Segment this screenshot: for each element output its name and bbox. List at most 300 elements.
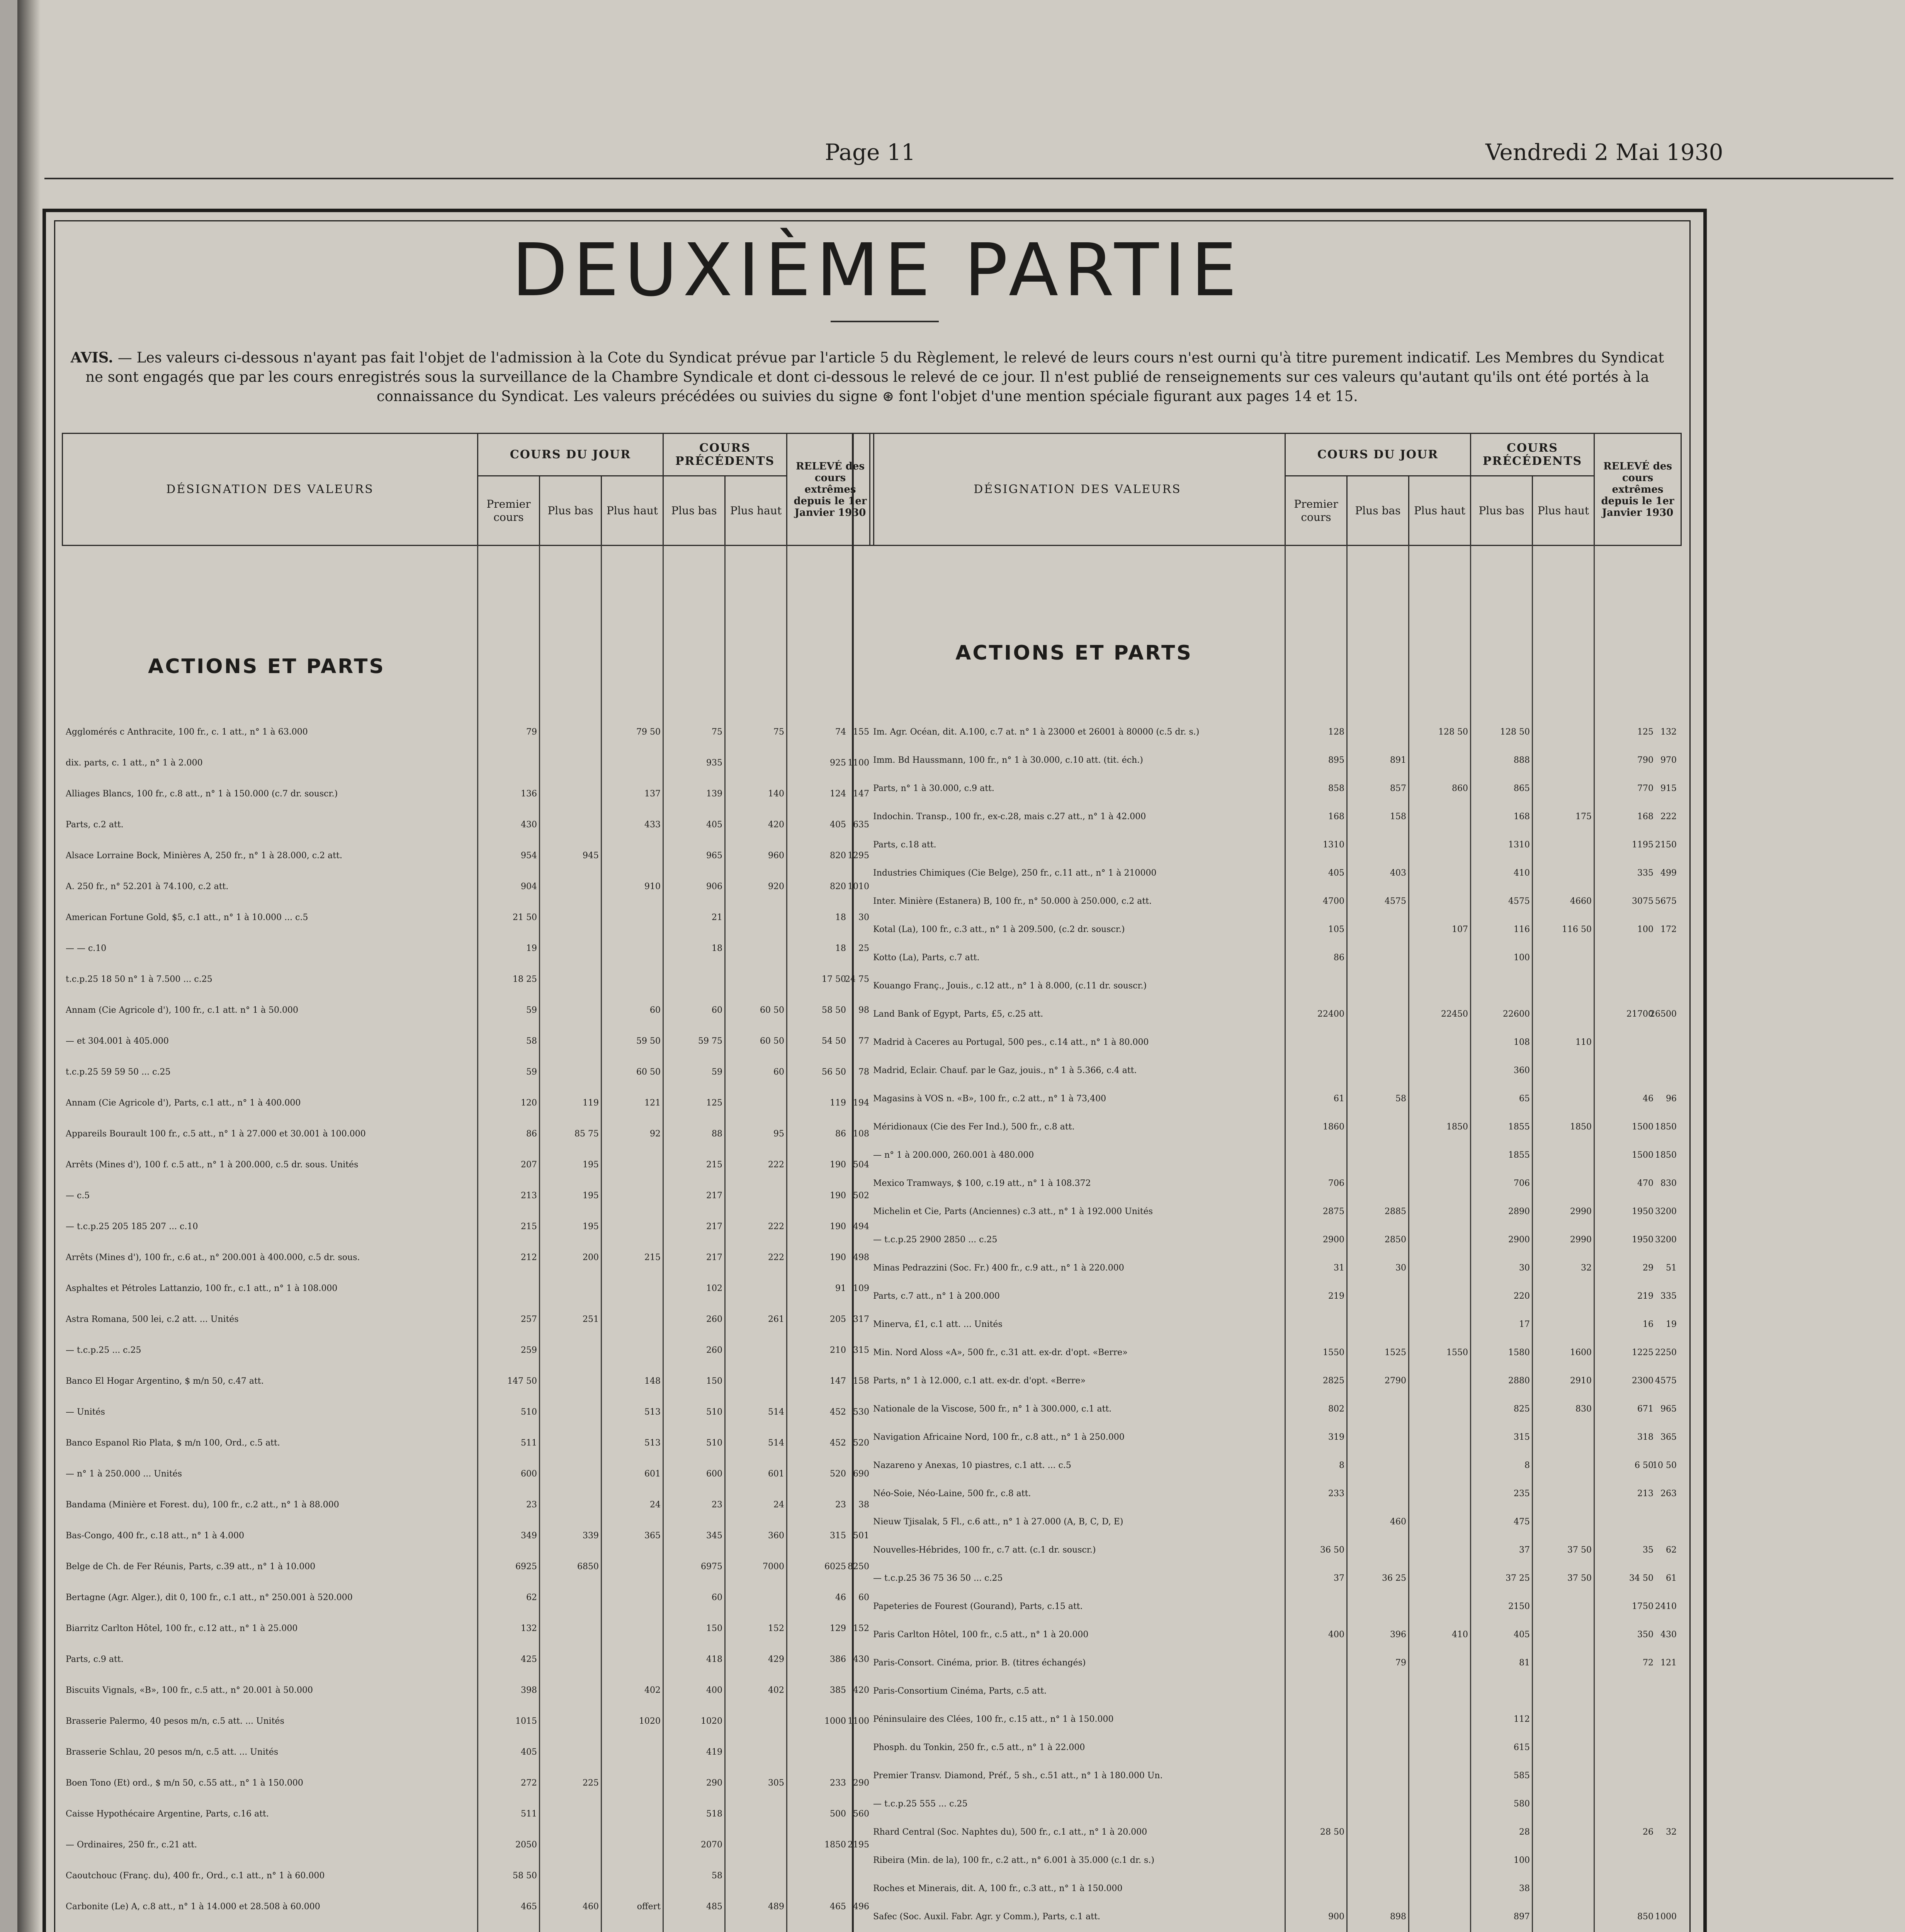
price-cell: 75: [773, 727, 784, 737]
price-cell: 403: [1390, 868, 1406, 878]
rows-right: [869, 726, 1681, 1932]
security-name: Premier Transv. Diamond, Préf., 5 sh., c.51 att., n° 1 à 180.000 Un.: [873, 1771, 1163, 1781]
table-row: [869, 1262, 1681, 1291]
price-cell: 820: [830, 882, 846, 891]
plus-haut-header: Plus haut: [1409, 476, 1471, 546]
price-cell: 60: [712, 1005, 722, 1015]
price-cell: 315: [830, 1531, 846, 1541]
price-cell: 1850: [1655, 1150, 1677, 1160]
price-cell: 419: [706, 1747, 722, 1757]
security-name: Néo-Soie, Néo-Laine, 500 fr., c.8 att.: [873, 1489, 1031, 1498]
table-row: [62, 1623, 873, 1654]
price-cell: 518: [706, 1809, 722, 1819]
section-title-left: ACTIONS ET PARTS: [148, 655, 385, 678]
price-cell: 222: [768, 1222, 784, 1231]
price-cell: 86: [1334, 953, 1344, 963]
price-cell: 345: [706, 1531, 722, 1541]
price-cell: 28: [1519, 1827, 1530, 1837]
security-name: Boen Tono (Et) ord., $ m/n 50, c.55 att., n° 1 à 150.000: [66, 1778, 303, 1788]
price-cell: 147 50: [507, 1376, 537, 1386]
plus-bas-header: Plus bas: [1347, 476, 1409, 546]
price-cell: 26500: [1650, 1009, 1677, 1019]
security-name: Nieuw Tjisalak, 5 Fl., c.6 att., n° 1 à 27.000 (A, B, C, D, E): [873, 1517, 1123, 1527]
price-cell: 410: [1452, 1630, 1468, 1639]
price-cell: 405: [1328, 868, 1344, 878]
table-row: [62, 1499, 873, 1530]
price-cell: 360: [768, 1531, 784, 1541]
price-cell: 217: [706, 1191, 722, 1201]
price-cell: 4575: [1655, 1376, 1677, 1386]
price-cell: 470: [1637, 1179, 1653, 1188]
price-cell: 233: [1328, 1489, 1344, 1498]
price-cell: 79: [526, 727, 537, 737]
table-row: [869, 1460, 1681, 1488]
price-cell: 132: [521, 1624, 537, 1633]
table-row: [62, 1345, 873, 1376]
price-cell: 28 50: [1320, 1827, 1344, 1837]
price-cell: 259: [521, 1345, 537, 1355]
price-cell: 59: [526, 1005, 537, 1015]
price-cell: 1855: [1508, 1150, 1530, 1160]
price-cell: 475: [1514, 1517, 1530, 1527]
table-header-left: [62, 433, 874, 546]
price-cell: 935: [706, 758, 722, 768]
security-name: — et 304.001 à 405.000: [66, 1036, 169, 1046]
price-cell: 1860: [1323, 1122, 1344, 1132]
security-name: — t.c.p.25 ... c.25: [66, 1345, 141, 1355]
price-cell: 2825: [1323, 1376, 1344, 1386]
section-title-right: ACTIONS ET PARTS: [955, 641, 1193, 665]
price-cell: 585: [1514, 1771, 1530, 1781]
prec-plus-bas-header: Plus bas: [663, 476, 725, 546]
price-cell: 790: [1637, 755, 1653, 765]
price-cell: 19: [1666, 1320, 1677, 1329]
table-row: [869, 1516, 1681, 1544]
price-cell: 2410: [1655, 1602, 1677, 1611]
security-name: Ribeira (Min. de la), 100 fr., c.2 att., n° 6.001 à 35.000 (c.1 dr. s.): [873, 1855, 1154, 1865]
price-cell: 147: [830, 1376, 846, 1386]
price-cell: 78: [858, 1067, 869, 1077]
price-cell: 32: [1581, 1263, 1592, 1273]
price-cell: 802: [1328, 1404, 1344, 1414]
security-name: Im. Agr. Océan, dit. A.100, c.7 at. n° 1 à 23000 et 26001 à 80000 (c.5 dr. s.): [873, 727, 1200, 737]
table-row: [62, 1561, 873, 1592]
price-cell: 318: [1637, 1432, 1653, 1442]
price-cell: 3200: [1655, 1207, 1677, 1216]
price-cell: 222: [768, 1253, 784, 1262]
price-cell: 168: [1514, 812, 1530, 821]
price-cell: 601: [644, 1469, 661, 1479]
price-cell: 510: [521, 1407, 537, 1417]
security-name: Alliages Blancs, 100 fr., c.8 att., n° 1 à 150.000 (c.7 dr. souscr.): [66, 789, 338, 799]
price-cell: 2300: [1632, 1376, 1653, 1386]
price-cell: 499: [1660, 868, 1677, 878]
price-cell: 1000: [1655, 1912, 1677, 1922]
price-cell: 858: [1328, 784, 1344, 793]
table-row: [62, 974, 873, 1005]
price-cell: 205: [830, 1315, 846, 1324]
price-cell: 1010: [848, 882, 869, 891]
price-cell: 132: [1660, 727, 1677, 737]
price-cell: 86: [526, 1129, 537, 1139]
price-cell: 465: [521, 1902, 537, 1912]
security-name: — n° 1 à 200.000, 260.001 à 480.000: [873, 1150, 1034, 1160]
price-cell: 485: [706, 1902, 722, 1912]
prec-plus-haut-header: Plus haut: [725, 476, 787, 546]
price-cell: 155: [853, 727, 869, 737]
price-cell: 219: [1637, 1291, 1653, 1301]
security-name: American Fortune Gold, $5, c.1 att., n° 1 à 10.000 ... c.5: [66, 913, 308, 922]
price-cell: 37: [1334, 1573, 1344, 1583]
security-name: Bandama (Minière et Forest. du), 100 fr., c.2 att., n° 1 à 88.000: [66, 1500, 339, 1510]
security-name: Parts, c.18 att.: [873, 840, 936, 850]
price-cell: 865: [1514, 784, 1530, 793]
price-cell: 465: [830, 1902, 846, 1912]
security-name: Nationale de la Viscose, 500 fr., n° 1 à 300.000, c.1 att.: [873, 1404, 1112, 1414]
price-cell: 1310: [1323, 840, 1344, 850]
table-row: [869, 783, 1681, 811]
price-cell: 22600: [1503, 1009, 1530, 1019]
table-row: [869, 896, 1681, 924]
price-cell: 119: [583, 1098, 599, 1108]
price-cell: 62: [526, 1593, 537, 1602]
price-cell: 530: [853, 1407, 869, 1417]
price-cell: 95: [773, 1129, 784, 1139]
designation-header: DÉSIGNATION DES VALEURS: [870, 434, 1285, 546]
price-cell: 706: [1514, 1179, 1530, 1188]
price-cell: 16: [1643, 1320, 1653, 1329]
price-cell: 147: [853, 789, 869, 799]
price-cell: 18: [712, 944, 722, 953]
security-name: Biarritz Carlton Hôtel, 100 fr., c.12 att., n° 1 à 25.000: [66, 1624, 298, 1633]
price-cell: 402: [644, 1685, 661, 1695]
price-cell: 502: [853, 1191, 869, 1201]
price-cell: 119: [830, 1098, 846, 1108]
price-cell: 350: [1637, 1630, 1653, 1639]
price-cell: 37 50: [1567, 1545, 1592, 1555]
price-cell: 405: [830, 820, 846, 830]
price-cell: 2990: [1570, 1235, 1592, 1245]
table-row: [869, 1601, 1681, 1629]
table-row: [869, 839, 1681, 867]
price-cell: 830: [1660, 1179, 1677, 1188]
price-cell: 8: [1339, 1461, 1344, 1470]
security-name: Papeteries de Fourest (Gourand), Parts, c.15 att.: [873, 1602, 1083, 1611]
security-name: Michelin et Cie, Parts (Anciennes) c.3 att., n° 1 à 192.000 Unités: [873, 1207, 1153, 1216]
price-cell: 1100: [848, 1716, 869, 1726]
price-cell: 501: [853, 1531, 869, 1541]
cours-precedents-header: COURS PRÉCÉDENTS: [663, 434, 787, 476]
rows-left: [62, 726, 873, 1932]
price-cell: 511: [521, 1809, 537, 1819]
price-cell: 30: [1519, 1263, 1530, 1273]
table-row: [62, 1870, 873, 1901]
price-cell: 38: [858, 1500, 869, 1510]
security-name: Parts, c.7 att., n° 1 à 200.000: [873, 1291, 1000, 1301]
security-name: Roches et Minerais, dit. A, 100 fr., c.3 att., n° 1 à 150.000: [873, 1884, 1123, 1893]
prec-plus-haut-header: Plus haut: [1533, 476, 1594, 546]
price-cell: 62: [1666, 1545, 1677, 1555]
price-cell: 175: [1575, 812, 1592, 821]
price-cell: 1850: [1655, 1122, 1677, 1132]
security-name: Annam (Cie Agricole d'), Parts, c.1 att., n° 1 à 400.000: [66, 1098, 301, 1108]
price-cell: 10 50: [1652, 1461, 1677, 1470]
price-cell: 510: [706, 1438, 722, 1448]
security-name: Péninsulaire des Clées, 100 fr., c.15 att., n° 1 à 150.000: [873, 1714, 1114, 1724]
price-cell: 1850: [1446, 1122, 1468, 1132]
price-cell: 429: [768, 1655, 784, 1664]
price-cell: 190: [830, 1222, 846, 1231]
price-cell: 2900: [1508, 1235, 1530, 1245]
table-row: [62, 1066, 873, 1097]
price-cell: 17 50: [822, 975, 846, 984]
price-cell: 32: [1666, 1827, 1677, 1837]
price-cell: 405: [521, 1747, 537, 1757]
price-cell: 2890: [1508, 1207, 1530, 1216]
table-row: [869, 1375, 1681, 1403]
price-cell: 219: [1328, 1291, 1344, 1301]
price-cell: 2790: [1385, 1376, 1406, 1386]
price-cell: 6 50: [1635, 1461, 1653, 1470]
price-cell: 46: [835, 1593, 846, 1602]
security-name: Paris Carlton Hôtel, 100 fr., c.5 att., n° 1 à 20.000: [873, 1630, 1089, 1639]
price-cell: 58 50: [513, 1871, 537, 1881]
security-name: Kouango Franç., Jouis., c.12 att., n° 1 à 8.000, (c.11 dr. souscr.): [873, 981, 1147, 991]
price-cell: 79: [1395, 1658, 1406, 1668]
price-cell: 1225: [1632, 1348, 1653, 1357]
price-cell: 6975: [701, 1562, 722, 1571]
price-cell: 190: [830, 1191, 846, 1201]
security-name: Brasserie Schlau, 20 pesos m/n, c.5 att. ... Unités: [66, 1747, 279, 1757]
security-name: Imm. Bd Haussmann, 100 fr., n° 1 à 30.000, c.10 att. (tit. éch.): [873, 755, 1143, 765]
price-cell: 430: [853, 1655, 869, 1664]
security-name: Min. Nord Aloss «A», 500 fr., c.31 att. ex-dr. d'opt. «Berre»: [873, 1348, 1128, 1357]
price-cell: 54 50: [822, 1036, 846, 1046]
price-cell: 420: [768, 820, 784, 830]
page-date: Vendredi 2 Mai 1930: [1485, 139, 1723, 165]
price-cell: 405: [706, 820, 722, 830]
price-cell: 1500: [1632, 1122, 1653, 1132]
price-cell: 30: [858, 913, 869, 922]
security-name: Caoutchouc (Franç. du), 400 fr., Ord., c.1 att., n° 1 à 60.000: [66, 1871, 325, 1881]
table-row: [869, 1206, 1681, 1234]
security-name: Madrid à Caceres au Portugal, 500 pes., c.14 att., n° 1 à 80.000: [873, 1037, 1149, 1047]
price-cell: 158: [1390, 812, 1406, 821]
price-cell: 110: [1575, 1037, 1592, 1047]
security-name: t.c.p.25 18 50 n° 1 à 7.500 ... c.25: [66, 975, 212, 984]
price-cell: 152: [853, 1624, 869, 1633]
table-row: [62, 1283, 873, 1314]
prec-plus-bas-header: Plus bas: [1471, 476, 1533, 546]
price-cell: 857: [1390, 784, 1406, 793]
price-cell: 125: [1637, 727, 1653, 737]
price-cell: 112: [1514, 1714, 1530, 1724]
security-name: Nouvelles-Hébrides, 100 fr., c.7 att. (c.1 dr. souscr.): [873, 1545, 1096, 1555]
price-cell: 100: [1637, 925, 1653, 934]
table-row: [62, 881, 873, 912]
price-cell: 18 25: [513, 975, 537, 984]
price-cell: 60: [858, 1593, 869, 1602]
table-row: [62, 1777, 873, 1808]
security-name: — Ordinaires, 250 fr., c.21 att.: [66, 1840, 197, 1850]
security-name: Nazareno y Anexas, 10 piastres, c.1 att. ... c.5: [873, 1461, 1071, 1470]
price-cell: 1950: [1632, 1207, 1653, 1216]
price-cell: 2195: [848, 1840, 869, 1850]
table-row: [869, 924, 1681, 952]
security-name: — t.c.p.25 555 ... c.25: [873, 1799, 968, 1809]
table-row: [869, 1093, 1681, 1121]
price-cell: 46: [1643, 1094, 1653, 1104]
security-name: Asphaltes et Pétroles Lattanzio, 100 fr., c.1 att., n° 1 à 108.000: [66, 1284, 338, 1293]
price-cell: 706: [1328, 1179, 1344, 1188]
price-cell: 3200: [1655, 1235, 1677, 1245]
price-cell: 888: [1514, 755, 1530, 765]
price-cell: 290: [706, 1778, 722, 1788]
table-row: [869, 1403, 1681, 1432]
price-cell: 260: [706, 1345, 722, 1355]
price-cell: 418: [706, 1655, 722, 1664]
security-name: Parts, c.2 att.: [66, 820, 124, 830]
security-name: Banco Espanol Rio Plata, $ m/n 100, Ord., c.5 att.: [66, 1438, 280, 1448]
price-cell: 261: [768, 1315, 784, 1324]
table-row: [869, 1009, 1681, 1037]
table-row: [62, 819, 873, 850]
table-row: [62, 1252, 873, 1283]
price-cell: 825: [1514, 1404, 1530, 1414]
price-cell: 59 50: [636, 1036, 661, 1046]
table-row: [869, 726, 1681, 755]
price-cell: 260: [706, 1315, 722, 1324]
security-name: A. 250 fr., n° 52.201 à 74.100, c.2 att.: [66, 882, 229, 891]
price-cell: 102: [706, 1284, 722, 1293]
table-row: [62, 1406, 873, 1437]
security-name: Land Bank of Egypt, Parts, £5, c.25 att.: [873, 1009, 1043, 1019]
price-cell: 1020: [701, 1716, 722, 1726]
price-cell: 233: [830, 1778, 846, 1788]
price-cell: 965: [1660, 1404, 1677, 1414]
price-cell: 35: [1643, 1545, 1653, 1555]
price-cell: 1100: [848, 758, 869, 768]
price-cell: 121: [644, 1098, 661, 1108]
security-name: — t.c.p.25 36 75 36 50 ... c.25: [873, 1573, 1003, 1583]
security-name: Appareils Bourault 100 fr., c.5 att., n° 1 à 27.000 et 30.001 à 100.000: [66, 1129, 366, 1139]
price-cell: 2900: [1323, 1235, 1344, 1245]
price-cell: 235: [1514, 1489, 1530, 1498]
security-name: dix. parts, c. 1 att., n° 1 à 2.000: [66, 758, 203, 768]
price-cell: 1020: [639, 1716, 661, 1726]
price-cell: 315: [1514, 1432, 1530, 1442]
price-cell: 2070: [701, 1840, 722, 1850]
security-name: Bertagne (Agr. Alger.), dit 0, 100 fr., c.1 att., n° 250.001 à 520.000: [66, 1593, 353, 1602]
table-row: [869, 1855, 1681, 1883]
price-cell: 1850: [824, 1840, 846, 1850]
price-cell: 25: [858, 944, 869, 953]
price-cell: 1600: [1570, 1348, 1592, 1357]
table-row: [62, 1808, 873, 1839]
price-cell: 116: [1514, 925, 1530, 934]
price-cell: 194: [853, 1098, 869, 1108]
price-cell: 58: [1395, 1094, 1406, 1104]
price-cell: 100: [1514, 953, 1530, 963]
price-cell: 891: [1390, 755, 1406, 765]
security-name: Minas Pedrazzini (Soc. Fr.) 400 fr., c.9 att., n° 1 à 220.000: [873, 1263, 1124, 1273]
security-name: Safec (Soc. Auxil. Fabr. Agr. y Comm.), Parts, c.1 att.: [873, 1912, 1100, 1922]
price-cell: 400: [706, 1685, 722, 1695]
price-cell: 23: [835, 1500, 846, 1510]
security-name: Biscuits Vignals, «B», 100 fr., c.5 att., n° 20.001 à 50.000: [66, 1685, 313, 1695]
price-cell: 60 50: [760, 1036, 784, 1046]
table-row: [869, 952, 1681, 980]
price-cell: 2250: [1655, 1348, 1677, 1357]
price-cell: 19: [526, 944, 537, 953]
price-cell: 215: [706, 1160, 722, 1170]
price-cell: 23: [526, 1500, 537, 1510]
price-cell: 77: [858, 1036, 869, 1046]
price-cell: 18: [835, 913, 846, 922]
security-name: — c.5: [66, 1191, 90, 1201]
price-cell: 520: [830, 1469, 846, 1479]
price-cell: 600: [706, 1469, 722, 1479]
price-cell: 910: [644, 882, 661, 891]
price-cell: 74: [835, 727, 846, 737]
table-row: [62, 1685, 873, 1716]
price-cell: 305: [768, 1778, 784, 1788]
table-row: [62, 1376, 873, 1406]
price-cell: 212: [521, 1253, 537, 1262]
security-name: Kotto (La), Parts, c.7 att.: [873, 953, 980, 963]
price-cell: 339: [583, 1531, 599, 1541]
price-cell: 504: [853, 1160, 869, 1170]
security-name: — Unités: [66, 1407, 105, 1417]
price-cell: 496: [853, 1902, 869, 1912]
price-cell: 4660: [1570, 896, 1592, 906]
price-cell: 560: [853, 1809, 869, 1819]
table-row: [62, 1747, 873, 1777]
price-cell: 945: [583, 851, 599, 861]
price-cell: 2990: [1570, 1207, 1592, 1216]
price-cell: 900: [1328, 1912, 1344, 1922]
price-cell: 615: [1514, 1743, 1530, 1752]
table-row: [869, 1037, 1681, 1065]
price-cell: 498: [853, 1253, 869, 1262]
security-name: Brasserie Palermo, 40 pesos m/n, c.5 att. ... Unités: [66, 1716, 284, 1726]
price-cell: 960: [768, 851, 784, 861]
price-cell: 895: [1328, 755, 1344, 765]
security-name: Parts, n° 1 à 30.000, c.9 att.: [873, 784, 994, 793]
price-cell: 954: [521, 851, 537, 861]
price-cell: 1550: [1323, 1348, 1344, 1357]
price-cell: 365: [644, 1531, 661, 1541]
security-name: — n° 1 à 250.000 ... Unités: [66, 1469, 182, 1479]
price-cell: 272: [521, 1778, 537, 1788]
price-cell: 3075: [1632, 896, 1653, 906]
header-rule: [44, 178, 1893, 179]
price-cell: 1855: [1508, 1122, 1530, 1132]
price-cell: 124: [830, 789, 846, 799]
security-name: — — c.10: [66, 944, 107, 953]
price-cell: 60 50: [760, 1005, 784, 1015]
price-cell: 18: [835, 944, 846, 953]
price-cell: 85 75: [574, 1129, 599, 1139]
price-cell: 6850: [577, 1562, 599, 1571]
table-row: [62, 788, 873, 819]
price-cell: 400: [1328, 1630, 1344, 1639]
avis-text: — Les valeurs ci-dessous n'ayant pas fait l'objet de l'admission à la Cote du Syndicat prévue par l'article 5 du Règlement, le relevé de leurs cours n'est ourni qu'à titre purement indicatif. Les Membres du Syndicat ne sont engagés que par les cours enregistrés sous la surveillance de la Chambre Syndicale et dont ci-dessous le relevé de ce jour. Il n'est publié de renseignements sur ces valeurs qu'autant qu'ils ont été portés à la connaissance du Syndicat. Les valeurs précédées ou suivies du signe ⊛ font l'objet d'une mention spéciale figurant aux pages 14 et 15.: [85, 349, 1664, 405]
price-cell: 433: [644, 820, 661, 830]
price-cell: 360: [1514, 1066, 1530, 1075]
price-cell: 1850: [1570, 1122, 1592, 1132]
price-cell: 37 50: [1567, 1573, 1592, 1583]
